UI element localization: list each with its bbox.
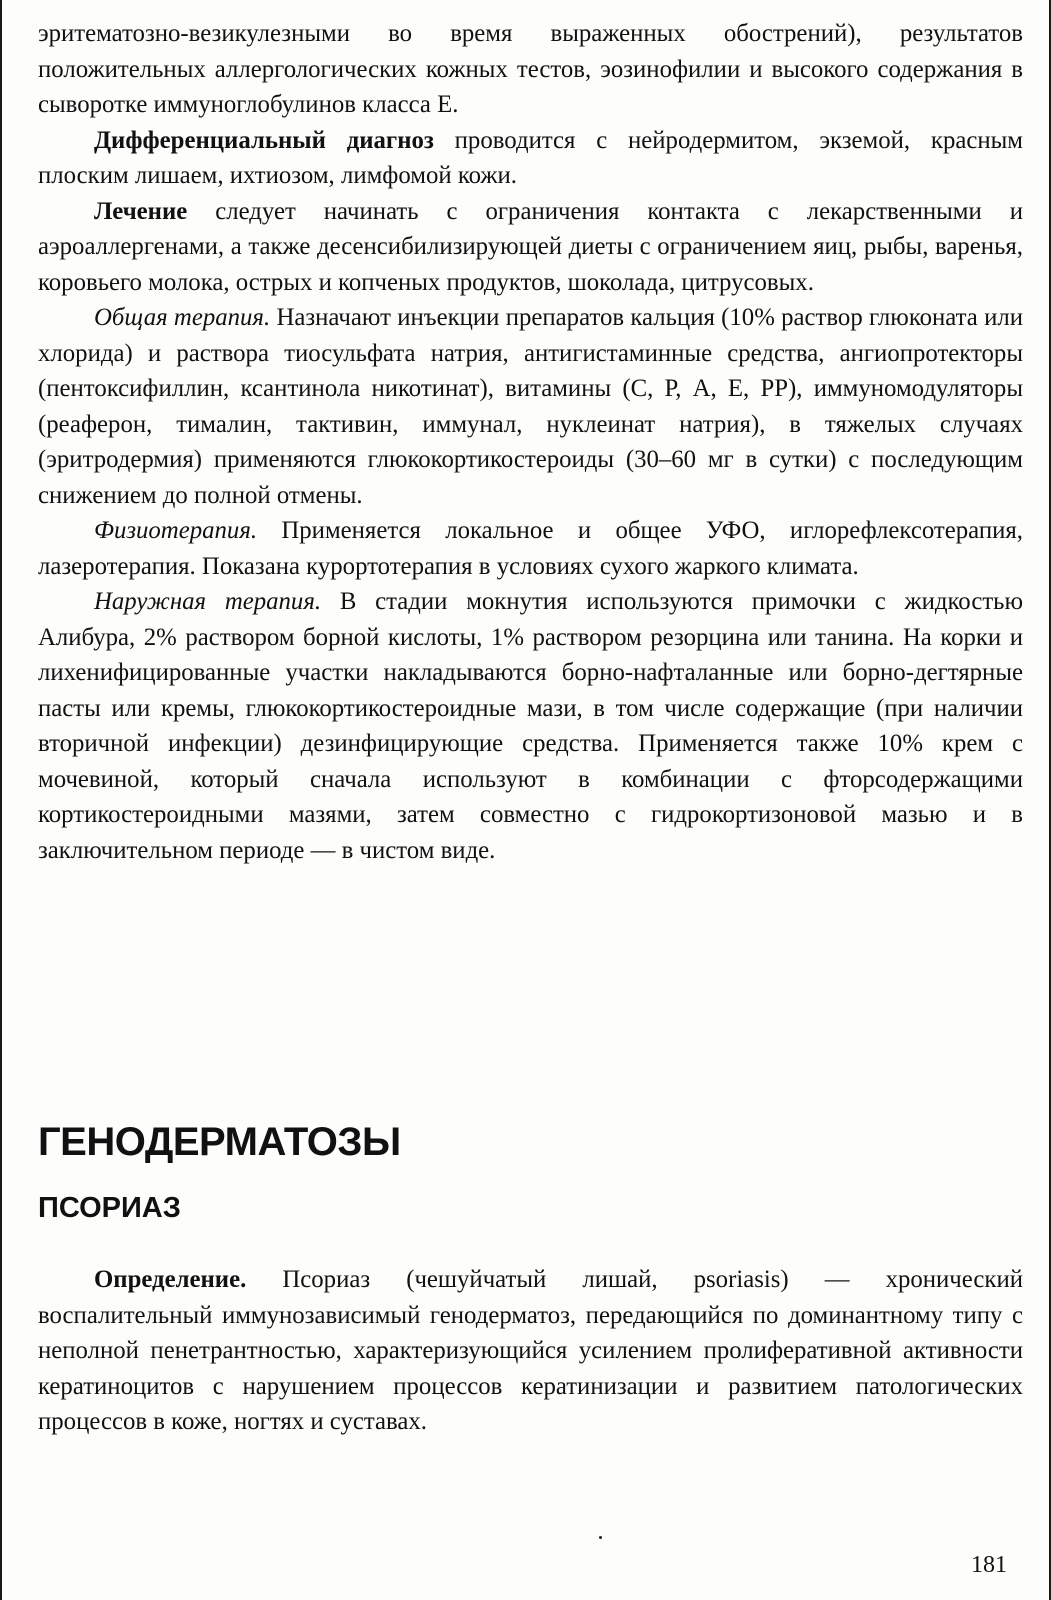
section-title: ГЕНОДЕРМАТОЗЫ <box>38 1120 401 1164</box>
external-therapy-paragraph <box>38 584 1023 868</box>
intro-paragraph <box>38 16 1023 123</box>
physiotherapy-label: Физиотерапия. <box>94 517 258 544</box>
definition-block <box>38 1262 1023 1440</box>
general-therapy-text: Назначают инъекции препаратов кальция (10% раствор глюконата или хлорида) и раствора тиосульфата натрия, антигистаминные средства, ангиопротекторы (пентоксифиллин, ксантинола никотинат), витамины (С, Р, А, Е, РР), иммуномодуляторы (реаферон, тималин, тактивин, иммунал, нуклеинат натрия), в тяжелых случаях (эритродермия) применяются глюкокортикостероиды (30–60 мг в сутки) с последующим снижением до полной отмены. <box>38 304 1023 509</box>
treatment-label: Лечение <box>94 197 188 225</box>
treatment-paragraph <box>38 194 1023 301</box>
intro-text: эритематозно-везикулезными во время выраженных обострений), результатов положительных аллергологических кожных тестов, эозинофилии и высокого содержания в сыворотке иммуноглобулинов класса Е. <box>38 20 1023 118</box>
definition-label: Определение. <box>94 1266 247 1293</box>
diff-diagnosis-paragraph <box>38 123 1023 194</box>
general-therapy-label: Общая терапия. <box>94 304 271 331</box>
external-therapy-text: В стадии мокнутия используются примочки с жидкостью Алибура, 2% раствором борной кислоты, 1% раствором резорцина или танина. На корки и лихенифицированные участки накладываются борно-нафталанные или борно-дегтярные пасты или кремы, глюкокортикостероидные мази, в том числе содержащие (при наличии вторичной инфекции) дезинфицирующие средства. Применяется также 10% крем с мочевиной, который сначала используют в комбинации с фторсодержащими кортикостероидными мазями, затем совместно с гидрокортизоновой мазью и в заключительном периоде — в чистом виде. <box>38 588 1023 864</box>
body-text <box>38 16 1023 868</box>
print-speck <box>599 1536 602 1539</box>
physiotherapy-paragraph <box>38 513 1023 584</box>
treatment-text: следует начинать с ограничения контакта с лекарственными и аэроаллергенами, а также десенсибилизирующей диеты с ограничением яиц, рыбы, варенья, коровьего молока, острых и копченых продуктов, шоколада, цитрусовых. <box>38 197 1023 296</box>
definition-paragraph <box>38 1262 1023 1440</box>
definition-text: Псориаз (чешуйчатый лишай, psoriasis) — хронический воспалительный иммунозависимый генодерматоз, передающийся по доминантному типу с неполной пенетрантностью, характеризующийся усилением пролиферативной активности кератиноцитов с нарушением процессов кератинизации и развитием патологических процессов в коже, ногтях и суставах. <box>38 1266 1023 1435</box>
diff-diagnosis-text: проводится с нейродермитом, экземой, красным плоским лишаем, ихтиозом, лимфомой кожи. <box>38 126 1023 189</box>
physiotherapy-text: Применяется локальное и общее УФО, иглорефлексотерапия, лазеротерапия. Показана курортотерапия в условиях сухого жаркого климата. <box>38 517 1023 580</box>
subsection-title: ПСОРИАЗ <box>38 1192 181 1224</box>
general-therapy-paragraph <box>38 300 1023 513</box>
diff-diagnosis-label: Дифференциальный диагноз <box>94 126 434 154</box>
external-therapy-label: Наружная терапия. <box>94 588 322 615</box>
page-number: 181 <box>971 1552 1007 1578</box>
